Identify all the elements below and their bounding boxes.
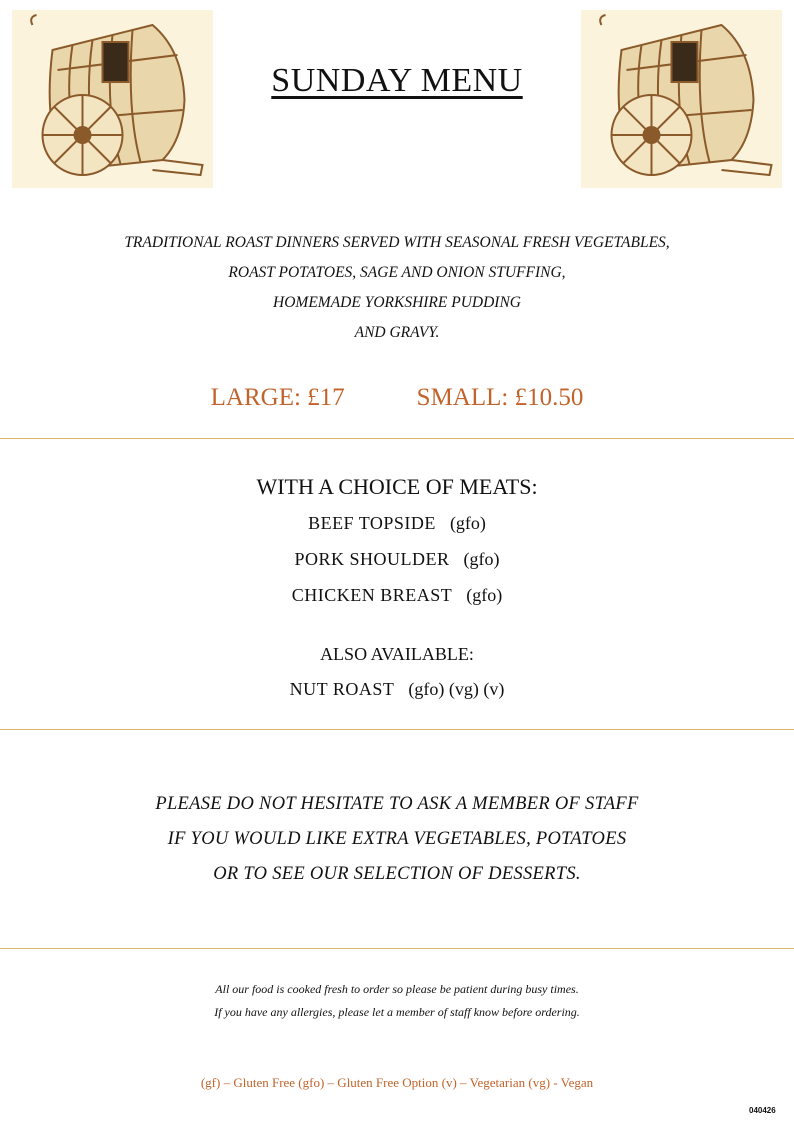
page-title: SUNDAY MENU <box>271 62 523 99</box>
footnote <box>0 980 794 1026</box>
large-price: LARGE: £17 <box>210 384 345 411</box>
menu-item-name: BEEF TOPSIDE <box>308 513 436 533</box>
divider <box>0 729 794 730</box>
menu-item-name: PORK SHOULDER <box>294 549 450 569</box>
document-code: 040426 <box>749 1106 776 1115</box>
menu-item <box>0 513 794 534</box>
menu-item-name: CHICKEN BREAST <box>291 585 453 605</box>
dietary-tag: (gfo) (vg) (v) <box>408 679 505 699</box>
divider <box>0 438 794 439</box>
price-row <box>0 384 794 412</box>
also-available-heading: ALSO AVAILABLE: <box>320 644 474 664</box>
meats-heading: WITH A CHOICE OF MEATS: <box>256 474 538 499</box>
intro-line: TRADITIONAL ROAST DINNERS SERVED WITH SEASONAL FRESH VEGETABLES, <box>124 234 670 251</box>
divider <box>0 948 794 949</box>
intro-line: AND GRAVY. <box>354 324 440 341</box>
dietary-tag: (gfo) <box>449 513 486 533</box>
menu-item-name: NUT ROAST <box>289 679 395 699</box>
small-price: SMALL: £10.50 <box>416 384 584 411</box>
intro-line: ROAST POTATOES, SAGE AND ONION STUFFING, <box>228 264 566 281</box>
menu-item <box>0 585 794 606</box>
footnote-line: All our food is cooked fresh to order so please be patient during busy times. <box>215 982 579 996</box>
dietary-legend: (gf) – Gluten Free (gfo) – Gluten Free Option (v) – Vegetarian (vg) - Vegan <box>200 1075 594 1090</box>
staff-note <box>0 792 794 897</box>
menu-item <box>0 549 794 570</box>
intro-description <box>0 232 794 352</box>
staff-note-line: IF YOU WOULD LIKE EXTRA VEGETABLES, POTATOES <box>167 829 627 849</box>
dietary-tag: (gfo) <box>463 549 500 569</box>
intro-line: HOMEMADE YORKSHIRE PUDDING <box>273 294 521 311</box>
dietary-tag: (gfo) <box>466 585 503 605</box>
menu-item <box>0 679 794 700</box>
staff-note-line: PLEASE DO NOT HESITATE TO ASK A MEMBER OF STAFF <box>155 794 639 814</box>
footnote-line: If you have any allergies, please let a member of staff know before ordering. <box>214 1005 580 1019</box>
staff-note-line: OR TO SEE OUR SELECTION OF DESSERTS. <box>213 864 581 884</box>
